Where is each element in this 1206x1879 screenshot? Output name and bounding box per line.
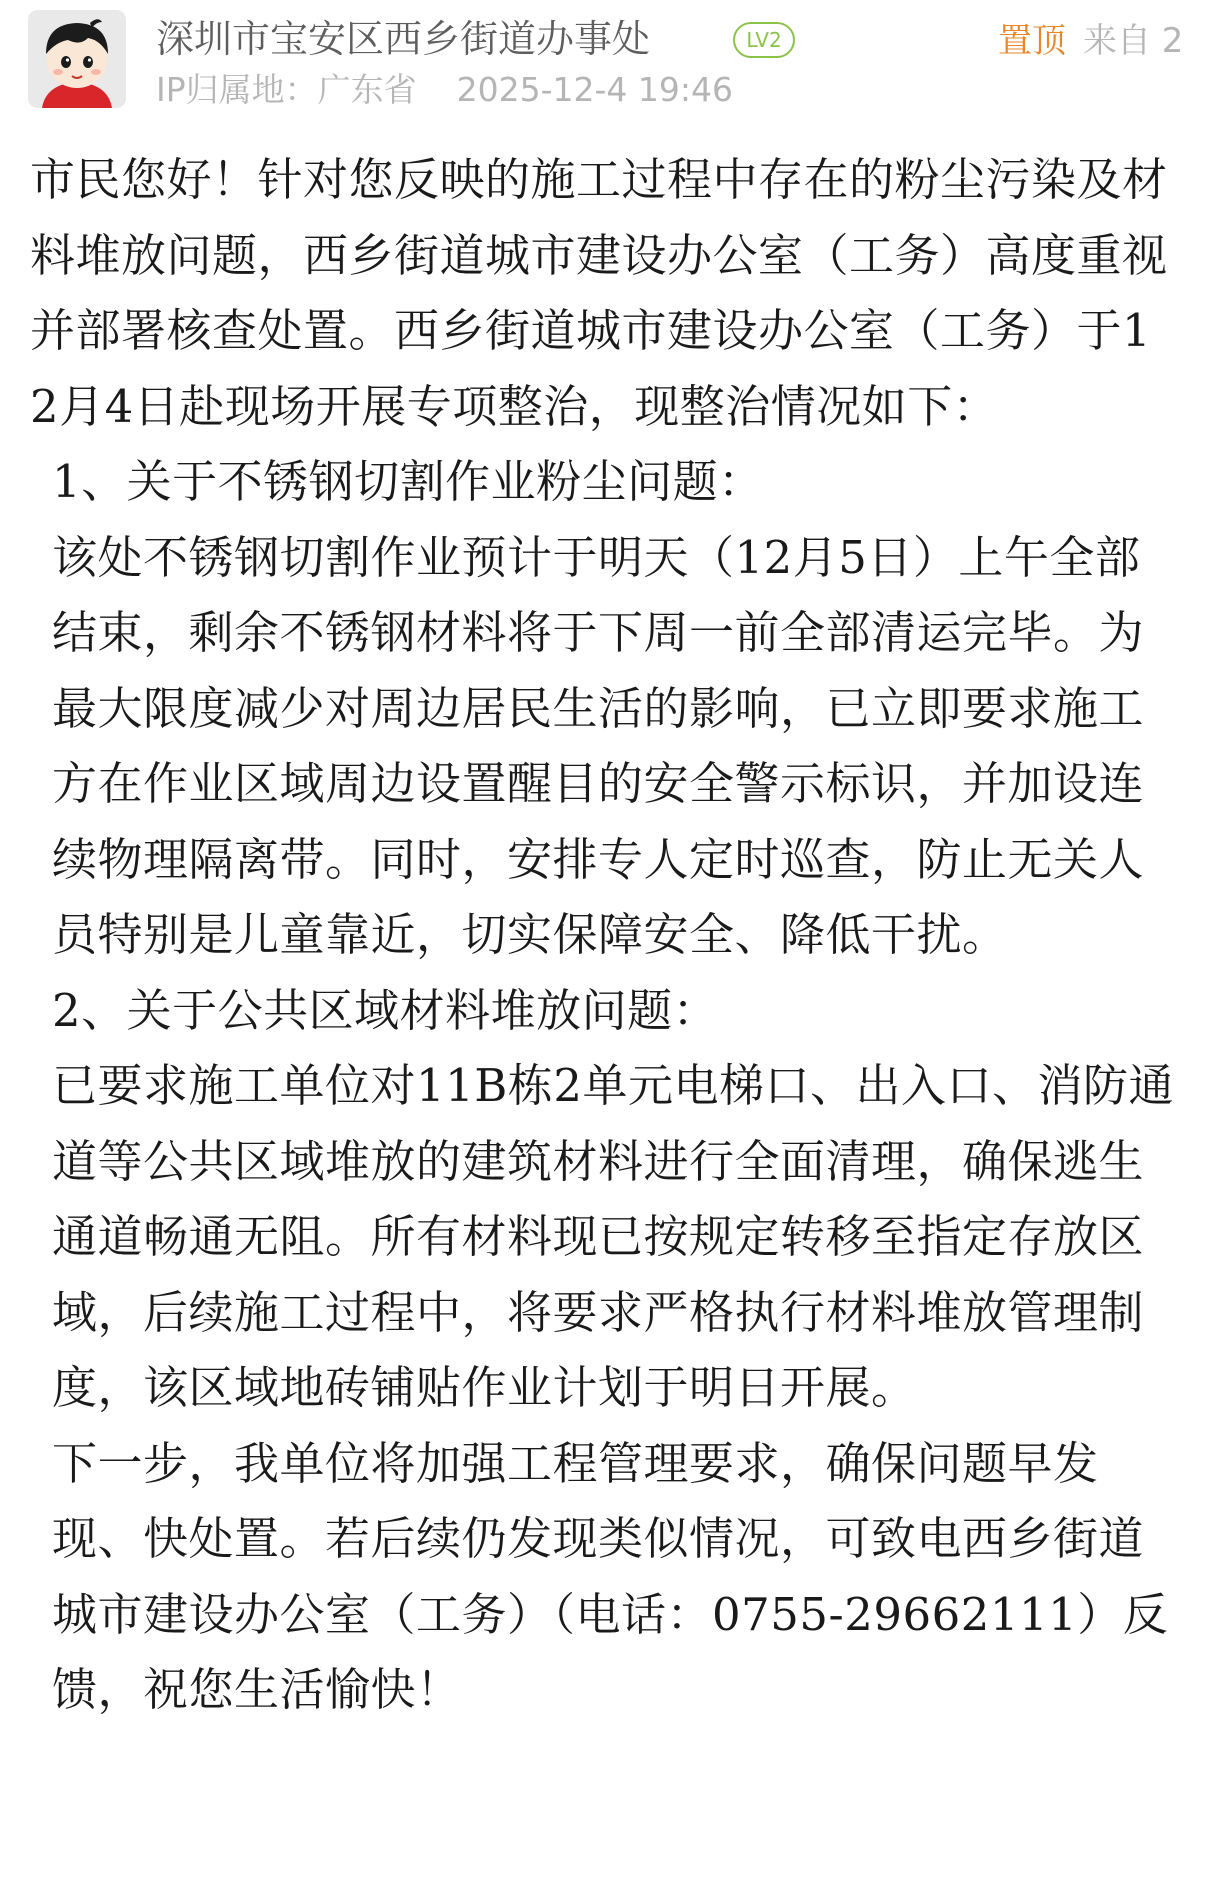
paragraph-heading-materials: 2、关于公共区域材料堆放问题： — [52, 983, 719, 1037]
post-content — [30, 142, 1180, 1728]
paragraph-materials-details: 已要求施工单位对11B栋2单元电梯口、出入口、消防通道等公共区域堆放的建筑材料进行全面清理，确保逃生通道畅通无阻。所有材料现已按规定转移至指定存放区域，后续施工过程中，将要求严格执行材料堆放管理制度，该区域地砖铺贴作业计划于明日开展。 — [52, 1059, 1174, 1414]
paragraph-next-steps: 下一步，我单位将加强工程管理要求，确保问题早发现、快处置。若后续仍发现类似情况，可致电西乡街道城市建设办公室（工务）（电话：0755-29662111）反馈，祝您生活愉快！ — [52, 1436, 1169, 1716]
post-meta — [156, 70, 733, 110]
ip-location: IP归属地：广东省 — [156, 70, 417, 109]
cartoon-boy-avatar-icon[interactable] — [28, 10, 126, 108]
author-name[interactable]: 深圳市宝安区西乡街道办事处 — [156, 17, 651, 61]
post-header — [0, 0, 1206, 120]
paragraph-heading-dust: 1、关于不锈钢切割作业粉尘问题： — [52, 455, 764, 508]
post-timestamp: 2025-12-4 19:46 — [456, 70, 734, 109]
level-badge: LV2 — [733, 22, 795, 58]
paragraph-dust-details: 该处不锈钢切割作业预计于明天（12月5日）上午全部结束，剩余不锈钢材料将于下周一前全部清运完毕。为最大限度减少对周边居民生活的影响，已立即要求施工方在作业区域周边设置醒目的安全警示标识，并加设连续物理隔离带。同时，安排专人定时巡查，防止无关人员特别是儿童靠近，切实保障安全、降低干扰。 — [52, 530, 1145, 961]
paragraph-greeting: 市民您好！针对您反映的施工过程中存在的粉尘污染及材料堆放问题，西乡街道城市建设办公室（工务）高度重视并部署核查处置。西乡街道城市建设办公室（工务）于12月4日赴现场开展专项整治，现整治情况如下： — [30, 153, 1168, 433]
pinned-label: 置顶 — [998, 21, 1066, 61]
source-label: 来自 2 — [1083, 21, 1184, 61]
